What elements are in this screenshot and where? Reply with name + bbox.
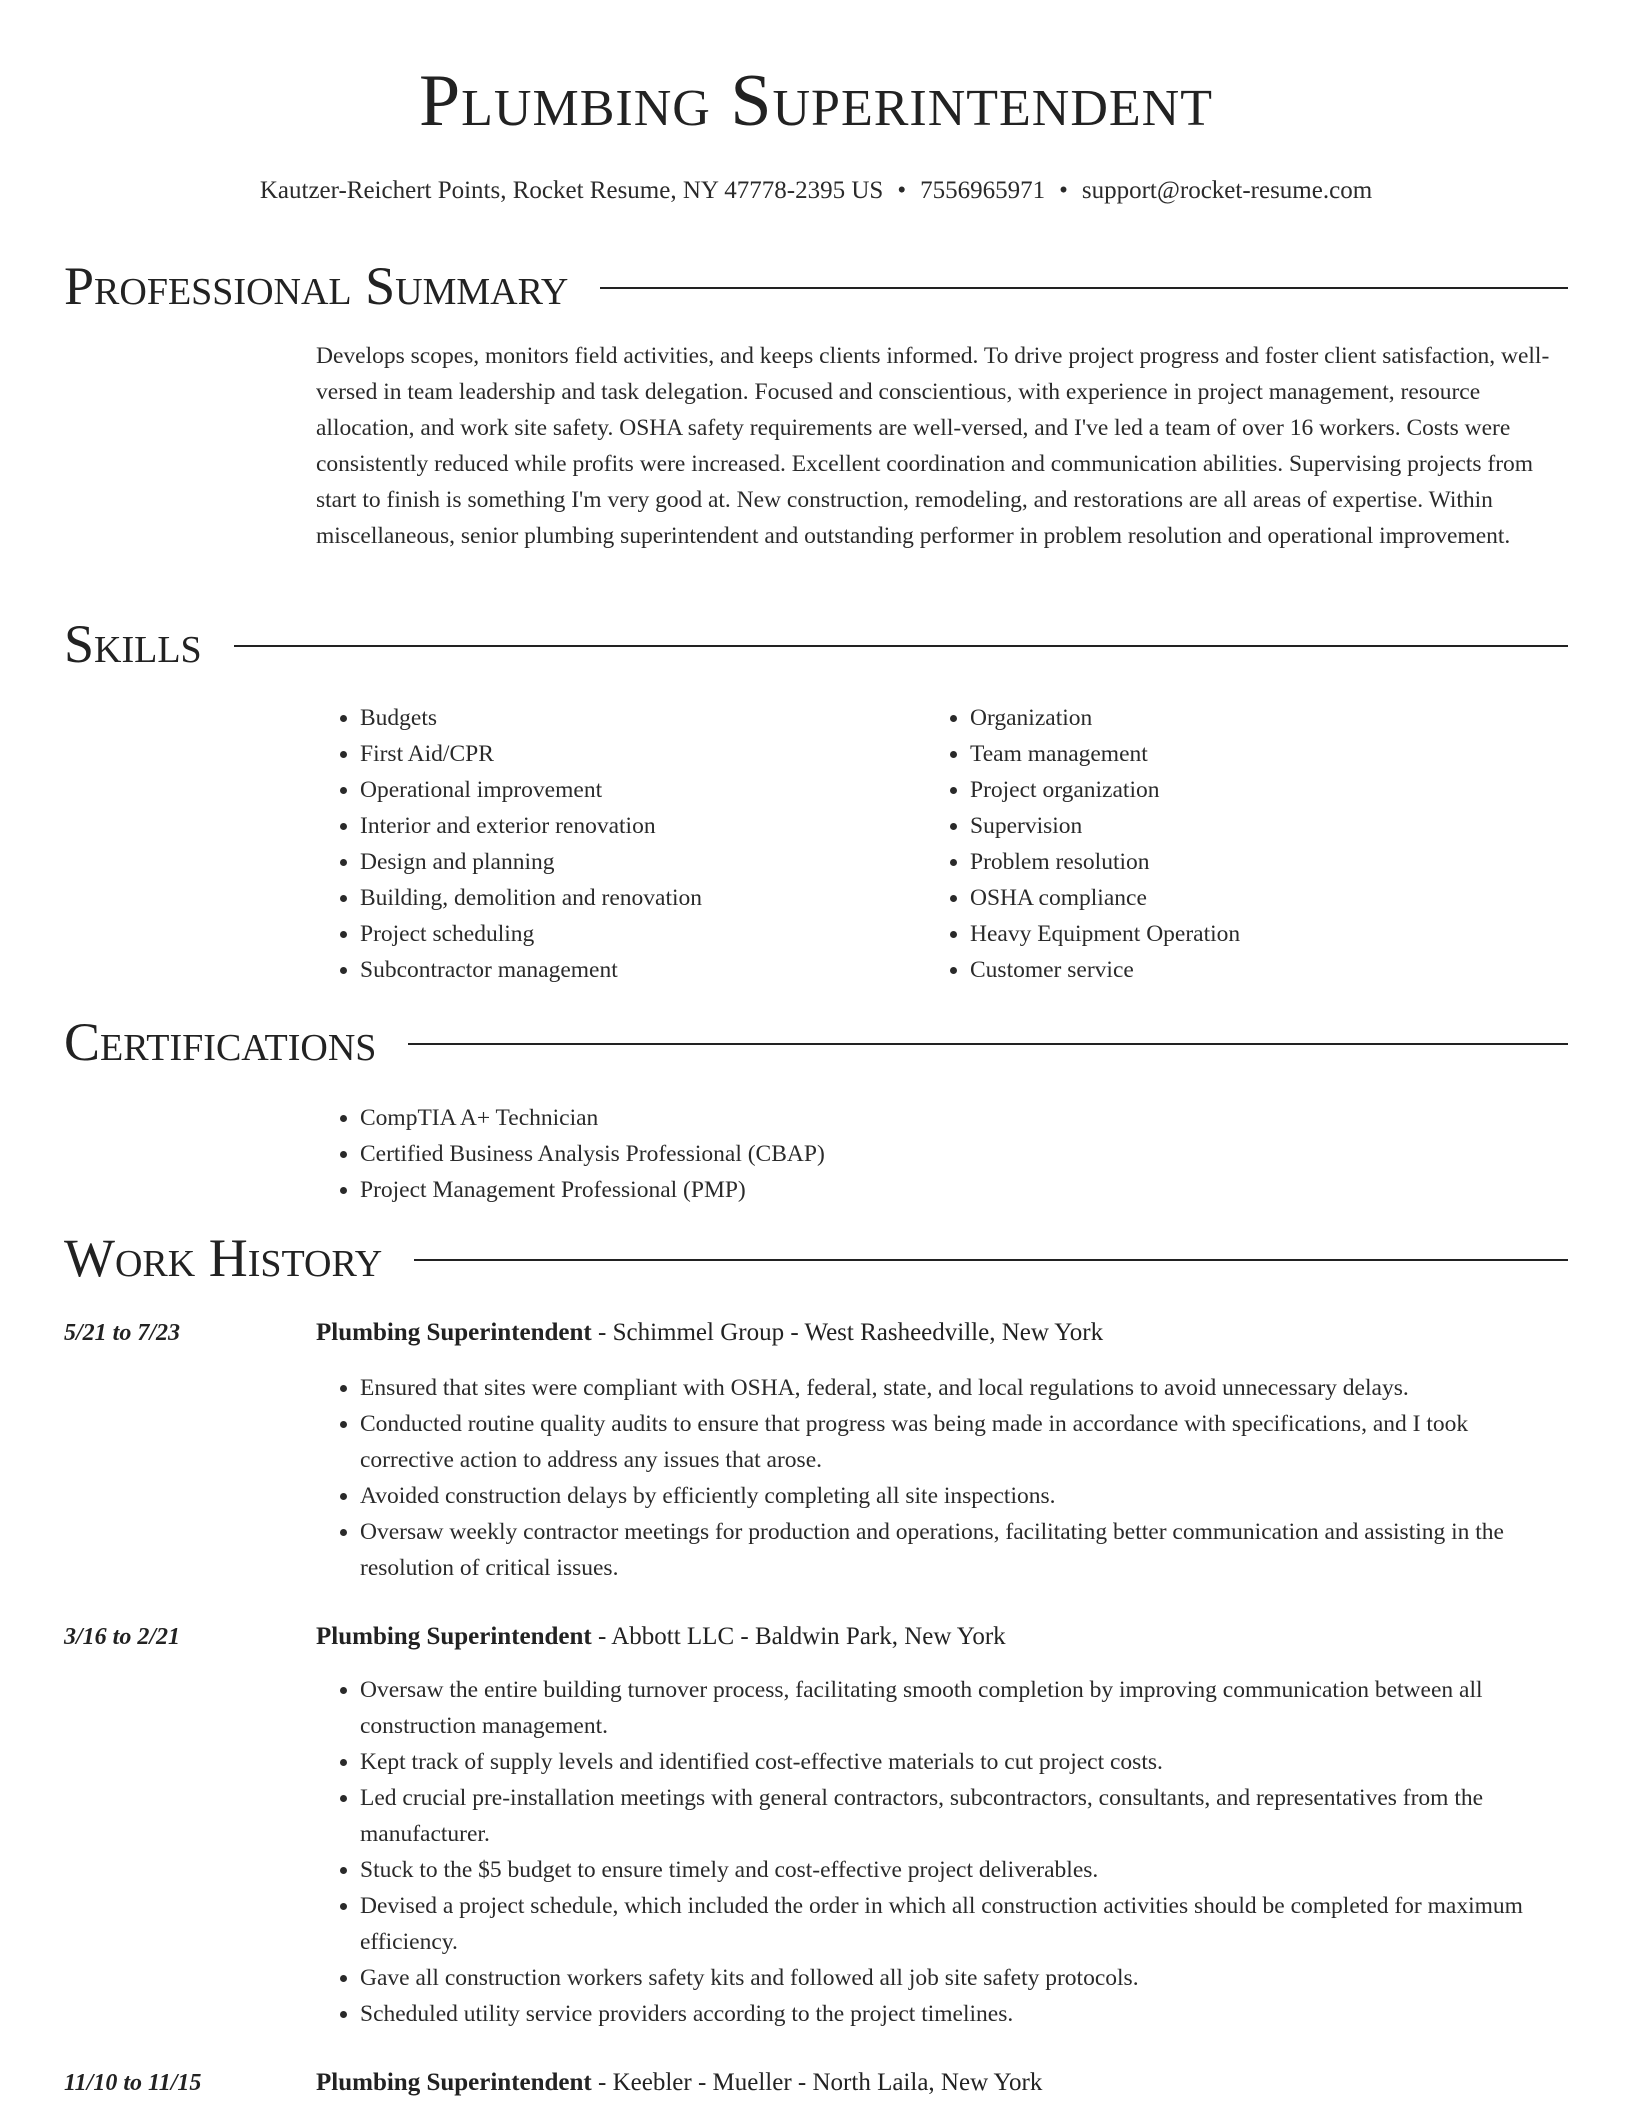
contact-phone: 7556965971 [920, 177, 1046, 204]
job-details: - Abbott LLC - Baldwin Park, New York [591, 1623, 1006, 1650]
contact-separator: • [1059, 177, 1068, 204]
section-title: Certifications [64, 1012, 377, 1072]
section-divider [600, 287, 1568, 289]
certifications-list [316, 1100, 825, 1208]
skill-item: • Operational improvement [360, 772, 702, 808]
job-role: Plumbing Superintendent [316, 2069, 592, 2096]
resume-name: Plumbing Superintendent [419, 60, 1213, 142]
job-bullet: • Led crucial pre-installation meetings with general contractors, subcontractors, consultants, and representatives from the manufacturer. [360, 1780, 1566, 1852]
section-title: Professional Summary [64, 256, 569, 316]
job-bullet: • Oversaw the entire building turnover process, facilitating smooth completion by improving communication between all construction management. [360, 1672, 1566, 1744]
skills-column-left [316, 700, 702, 988]
job-bullet: • Oversaw weekly contractor meetings for production and operations, facilitating better communication and assisting in the resolution of critical issues. [360, 1514, 1566, 1586]
job-dates: 5/21 to 7/23 [64, 1320, 181, 1346]
job-role: Plumbing Superintendent [316, 1623, 592, 1650]
skills-column-right [926, 700, 1240, 988]
skill-item: • Project scheduling [360, 916, 702, 952]
section-divider [414, 1259, 1568, 1261]
contact-address: Kautzer-Reichert Points, Rocket Resume, NY 47778-2395 US [259, 177, 884, 204]
certification-item: • Certified Business Analysis Professional (CBAP) [360, 1136, 825, 1172]
skill-item: • Customer service [970, 952, 1240, 988]
skill-item: • Subcontractor management [360, 952, 702, 988]
job-bullet: • Stuck to the $5 budget to ensure timely and cost-effective project deliverables. [360, 1852, 1566, 1888]
job-dates: 3/16 to 2/21 [64, 1624, 181, 1650]
work-history-section-header [64, 1226, 1568, 1290]
job-bullet: • Gave all construction workers safety kits and followed all job site safety protocols. [360, 1960, 1566, 1996]
contact-email[interactable]: support@rocket-resume.com [1081, 177, 1373, 204]
contact-line [0, 174, 1632, 208]
job-dates: 11/10 to 11/15 [64, 2070, 202, 2096]
summary-text: Develops scopes, monitors field activities, and keeps clients informed. To drive project progress and foster client satisfaction, well-versed in team leadership and task delegation. Focused and conscientious, with experience in project management, resource allocation, and work site safety. OSHA safety requirements are well-versed, and I've led a team of over 16 workers. Costs were consistently reduced while profits were increased. Excellent coordination and communication abilities. Supervising projects from start to finish is something I'm very good at. New construction, remodeling, and restorations are all areas of expertise. Within miscellaneous, senior plumbing superintendent and outstanding performer in problem resolution and operational improvement. [316, 343, 1550, 549]
job-heading [316, 1316, 1103, 1350]
certification-item: • Project Management Professional (PMP) [360, 1172, 825, 1208]
job-bullet: • Kept track of supply levels and identified cost-effective materials to cut project costs. [360, 1744, 1566, 1780]
job-bullet: • Avoided construction delays by efficiently completing all site inspections. [360, 1478, 1566, 1514]
certification-item: • CompTIA A+ Technician [360, 1100, 825, 1136]
skill-item: • Organization [970, 700, 1240, 736]
section-divider [408, 1043, 1568, 1045]
skill-item: • Building, demolition and renovation [360, 880, 702, 916]
skill-item: • First Aid/CPR [360, 736, 702, 772]
skill-item: • Budgets [360, 700, 702, 736]
job-bullet: • Devised a project schedule, which included the order in which all construction activities should be completed for maximum efficiency. [360, 1888, 1566, 1960]
certifications-section-header [64, 1010, 1568, 1074]
job-bullet: • Conducted routine quality audits to ensure that progress was being made in accordance with specifications, and I took corrective action to address any issues that arose. [360, 1406, 1566, 1478]
skill-item: • Interior and exterior renovation [360, 808, 702, 844]
contact-separator: • [897, 177, 907, 204]
skill-item: • Project organization [970, 772, 1240, 808]
job-bullet-list [316, 1672, 1566, 2032]
skills-section-header [64, 612, 1568, 676]
job-bullet-list [316, 1370, 1566, 1586]
section-title: Skills [64, 614, 202, 674]
job-heading [316, 1620, 1006, 1654]
skill-item: • Heavy Equipment Operation [970, 916, 1240, 952]
section-title: Work History [64, 1228, 383, 1288]
job-heading [316, 2066, 1042, 2100]
job-bullet: • Scheduled utility service providers according to the project timelines. [360, 1996, 1566, 2032]
skill-item: • Team management [970, 736, 1240, 772]
job-role: Plumbing Superintendent [316, 1319, 592, 1346]
summary-section-header [64, 254, 1568, 318]
job-details: - Schimmel Group - West Rasheedville, New York [591, 1319, 1104, 1346]
job-bullet: • Ensured that sites were compliant with OSHA, federal, state, and local regulations to avoid unnecessary delays. [360, 1370, 1566, 1406]
skill-item: • Problem resolution [970, 844, 1240, 880]
skill-item: • OSHA compliance [970, 880, 1240, 916]
skill-item: • Design and planning [360, 844, 702, 880]
skill-item: • Supervision [970, 808, 1240, 844]
section-divider [234, 645, 1568, 647]
job-details: - Keebler - Mueller - North Laila, New York [591, 2069, 1043, 2096]
